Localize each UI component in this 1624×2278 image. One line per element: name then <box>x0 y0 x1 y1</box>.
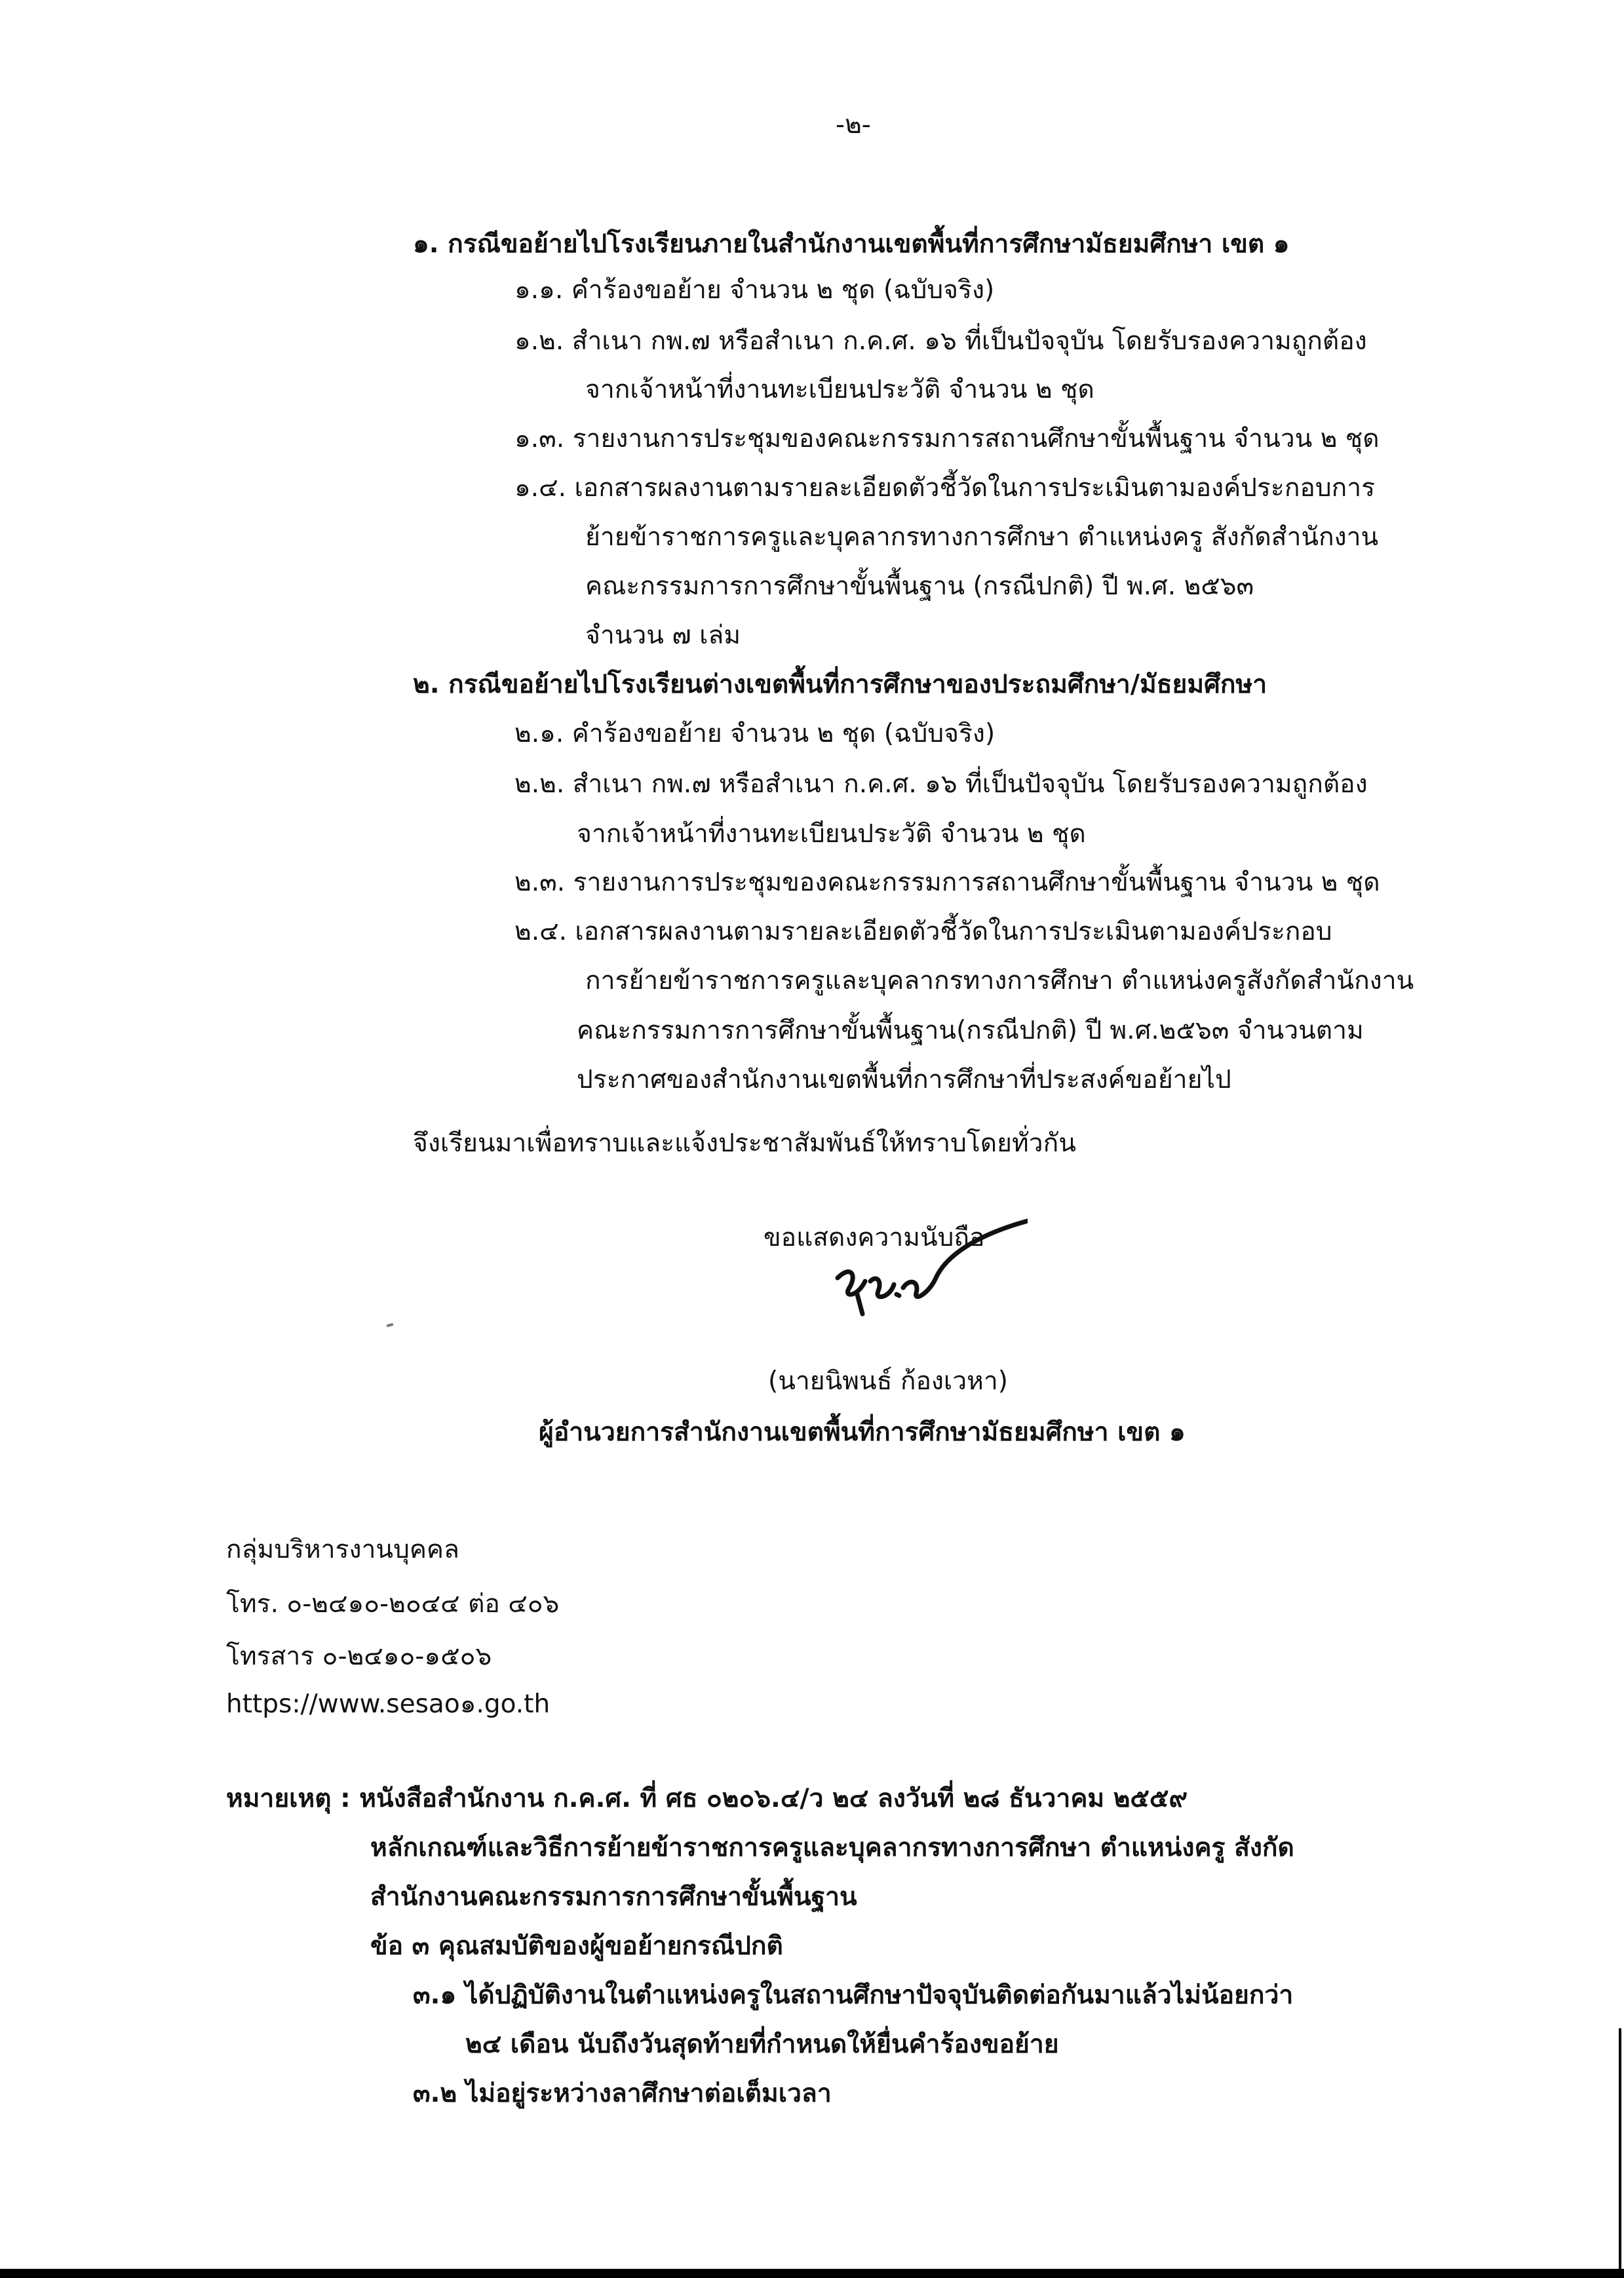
section-2-item-2-line-2: จากเจ้าหน้าที่งานทะเบียนประวัติ จำนวน ๒ ชุด <box>577 819 1086 849</box>
salutation: ขอแสดงความนับถือ <box>764 1223 985 1252</box>
section-1-item-4-line-3: คณะกรรมการการศึกษาขั้นพื้นฐาน (กรณีปกติ) ปี พ.ศ. ๒๕๖๓ <box>585 571 1254 601</box>
section-1-item-3-line-1: ๑.๓. รายงานการประชุมของคณะกรรมการสถานศึกษาขั้นพื้นฐาน จำนวน ๒ ชุด <box>514 424 1380 454</box>
section-1-item-4-line-4: จำนวน ๗ เล่ม <box>585 621 741 650</box>
section-1-item-2-line-2: จากเจ้าหน้าที่งานทะเบียนประวัติ จำนวน ๒ ชุด <box>585 375 1094 404</box>
section-2-item-4-line-1: ๒.๔. เอกสารผลงานตามรายละเอียดตัวชี้วัดในการประเมินตามองค์ประกอบ <box>514 917 1332 946</box>
section-2-heading: ๒. กรณีขอย้ายไปโรงเรียนต่างเขตพื้นที่การศึกษาของประถมศึกษา/มัธยมศึกษา <box>413 670 1267 699</box>
section-1-item-2-line-1: ๑.๒. สำเนา กพ.๗ หรือสำเนา ก.ค.ศ. ๑๖ ที่เป็นปัจจุบัน โดยรับรองความถูกต้อง <box>514 326 1367 356</box>
section-1-heading: ๑. กรณีขอย้ายไปโรงเรียนภายในสำนักงานเขตพื้นที่การศึกษามัธยมศึกษา เขต ๑ <box>413 229 1290 259</box>
section-2-item-4-line-2: การย้ายข้าราชการครูและบุคลากรทางการศึกษา ตำแหน่งครูสังกัดสำนักงาน <box>585 966 1414 995</box>
section-2-item-2-line-1: ๒.๒. สำเนา กพ.๗ หรือสำเนา ก.ค.ศ. ๑๖ ที่เป็นปัจจุบัน โดยรับรองความถูกต้อง <box>514 769 1368 799</box>
section-2-item-1-line-1: ๒.๑. คำร้องขอย้าย จำนวน ๒ ชุด (ฉบับจริง) <box>514 719 996 748</box>
section-1-item-1-line-1: ๑.๑. คำร้องขอย้าย จำนวน ๒ ชุด (ฉบับจริง) <box>514 275 995 305</box>
closing-sentence: จึงเรียนมาเพื่อทราบและแจ้งประชาสัมพันธ์ให้ทราบโดยทั่วกัน <box>413 1129 1076 1158</box>
remark-line-2: หลักเกณฑ์และวิธีการย้ายข้าราชการครูและบุคลากรทางการศึกษา ตำแหน่งครู สังกัด <box>370 1833 1294 1863</box>
remark-line-4: ข้อ ๓ คุณสมบัติของผู้ขอย้ายกรณีปกติ <box>370 1931 783 1961</box>
section-1-item-4-line-1: ๑.๔. เอกสารผลงานตามรายละเอียดตัวชี้วัดในการประเมินตามองค์ประกอบการ <box>514 473 1376 503</box>
contact-website: https://www.sesao๑.go.th <box>226 1689 551 1719</box>
signature-mark <box>831 1216 1028 1347</box>
section-1-item-4-line-2: ย้ายข้าราชการครูและบุคลากรทางการศึกษา ตำแหน่งครู สังกัดสำนักงาน <box>585 522 1379 552</box>
signer-title: ผู้อำนวยการสำนักงานเขตพื้นที่การศึกษามัธยมศึกษา เขต ๑ <box>539 1418 1186 1447</box>
contact-fax: โทรสาร ๐-๒๔๑๐-๑๕๐๖ <box>226 1642 492 1671</box>
scan-border-bottom <box>0 2269 1624 2278</box>
remark-line-5: ๓.๑ ได้ปฏิบัติงานในตำแหน่งครูในสถานศึกษาปัจจุบันติดต่อกันมาแล้วไม่น้อยกว่า <box>413 1980 1294 2010</box>
section-2-item-4-line-4: ประกาศของสำนักงานเขตพื้นที่การศึกษาที่ประสงค์ขอย้ายไป <box>577 1065 1231 1094</box>
section-2-item-3-line-1: ๒.๓. รายงานการประชุมของคณะกรรมการสถานศึกษาขั้นพื้นฐาน จำนวน ๒ ชุด <box>514 868 1380 897</box>
remark-line-3: สำนักงานคณะกรรมการการศึกษาขั้นพื้นฐาน <box>370 1882 857 1912</box>
remark-line-1: หมายเหตุ : หนังสือสำนักงาน ก.ค.ศ. ที่ ศธ ๐๒๐๖.๔/ว ๒๔ ลงวันที่ ๒๘ ธันวาคม ๒๕๕๙ <box>226 1784 1188 1813</box>
signer-name: (นายนิพนธ์ ก้องเวหา) <box>768 1366 1008 1396</box>
contact-department: กลุ่มบริหารงานบุคคล <box>226 1535 459 1564</box>
remark-line-7: ๓.๒ ไม่อยู่ระหว่างลาศึกษาต่อเต็มเวลา <box>413 2079 832 2108</box>
scan-border-right <box>1619 2028 1621 2278</box>
section-2-item-4-line-3: คณะกรรมการการศึกษาขั้นพื้นฐาน(กรณีปกติ) ปี พ.ศ.๒๕๖๓ จำนวนตาม <box>577 1016 1364 1045</box>
remark-line-6: ๒๔ เดือน นับถึงวันสุดท้ายที่กำหนดให้ยื่นคำร้องขอย้าย <box>465 2030 1059 2059</box>
page-number: -๒- <box>836 110 871 140</box>
scan-speck <box>387 1323 394 1327</box>
contact-phone: โทร. ๐-๒๔๑๐-๒๐๔๔ ต่อ ๔๐๖ <box>226 1589 560 1619</box>
